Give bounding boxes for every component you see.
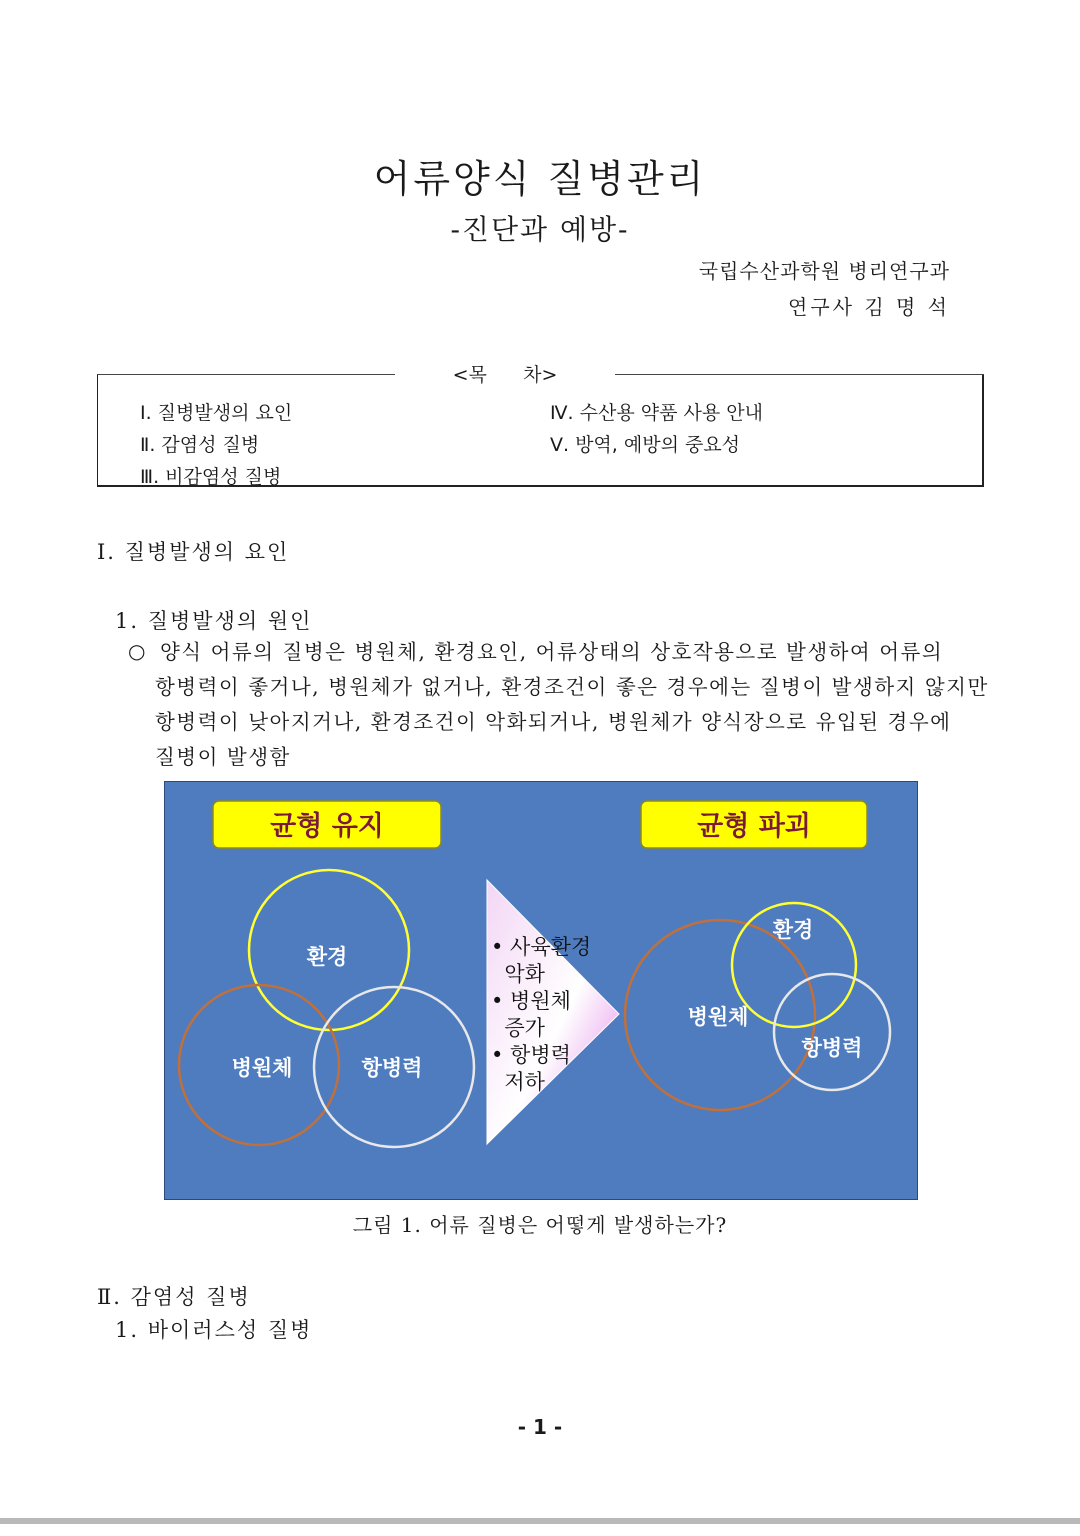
- paragraph-line-1: 양식 어류의 질병은 병원체, 환경요인, 어류상태의 상호작용으로 발생하여 어류의: [160, 640, 944, 664]
- page-number: - 1 -: [517, 1415, 563, 1439]
- toc-item-3[interactable]: Ⅲ. 비감염성 질병: [140, 466, 282, 488]
- toc-item-4[interactable]: Ⅳ. 수산용 약품 사용 안내: [550, 402, 763, 424]
- arrow-line-4: 증가: [491, 1016, 545, 1040]
- venn-svg: [165, 782, 917, 1199]
- right-label-text: 균형 파괴: [697, 811, 811, 842]
- pathogen-label-left: 병원체: [231, 1056, 293, 1080]
- paragraph-line-2: 항병력이 좋거나, 병원체가 없거나, 환경조건이 좋은 경우에는 질병이 발생하지 않지만: [155, 675, 989, 699]
- resistance-label-left: 항병력: [361, 1056, 423, 1080]
- toc-item-1[interactable]: Ⅰ. 질병발생의 요인: [140, 402, 293, 424]
- arrow-line-1: • 사육환경: [491, 935, 592, 959]
- affiliation: 국립수산과학원 병리연구과: [698, 259, 950, 283]
- section2-subheading: 1. 바이러스성 질병: [115, 1318, 313, 1342]
- left-label-text: 균형 유지: [270, 811, 384, 842]
- figure-caption: 그림 1. 어류 질병은 어떻게 발생하는가?: [352, 1213, 728, 1237]
- resistance-label-right: 항병력: [801, 1036, 863, 1060]
- author: 연구사 김 명 석: [788, 295, 950, 319]
- arrow-line-5: • 항병력: [491, 1043, 571, 1067]
- env-label-left: 환경: [306, 945, 348, 969]
- paragraph-line-4: 질병이 발생함: [155, 745, 291, 769]
- figure-venn-diagram: [164, 781, 918, 1200]
- section1-heading: Ⅰ. 질병발생의 요인: [97, 540, 290, 564]
- document-subtitle: -진단과 예방-: [450, 213, 630, 246]
- toc-top-border-right: [615, 374, 984, 375]
- section1-subheading: 1. 질병발생의 원인: [115, 609, 313, 633]
- bullet-circle-icon: ○: [128, 639, 146, 663]
- arrow-line-2: 악화: [491, 962, 545, 986]
- section2-heading: Ⅱ. 감염성 질병: [97, 1285, 251, 1309]
- bottom-scroll-bar[interactable]: [0, 1518, 1080, 1524]
- env-label-right: 환경: [772, 918, 814, 942]
- paragraph-line-3: 항병력이 낮아지거나, 환경조건이 악화되거나, 병원체가 양식장으로 유입된 경우에: [155, 710, 952, 734]
- document-title: 어류양식 질병관리: [373, 157, 707, 201]
- pathogen-label-right: 병원체: [687, 1005, 749, 1029]
- arrow-line-6: 저하: [491, 1070, 545, 1094]
- toc-heading: <목 차>: [452, 364, 558, 386]
- toc-item-5[interactable]: Ⅴ. 방역, 예방의 중요성: [550, 434, 741, 456]
- arrow-line-3: • 병원체: [491, 989, 571, 1013]
- toc-item-2[interactable]: Ⅱ. 감염성 질병: [140, 434, 260, 456]
- toc-top-border-left: [97, 374, 395, 375]
